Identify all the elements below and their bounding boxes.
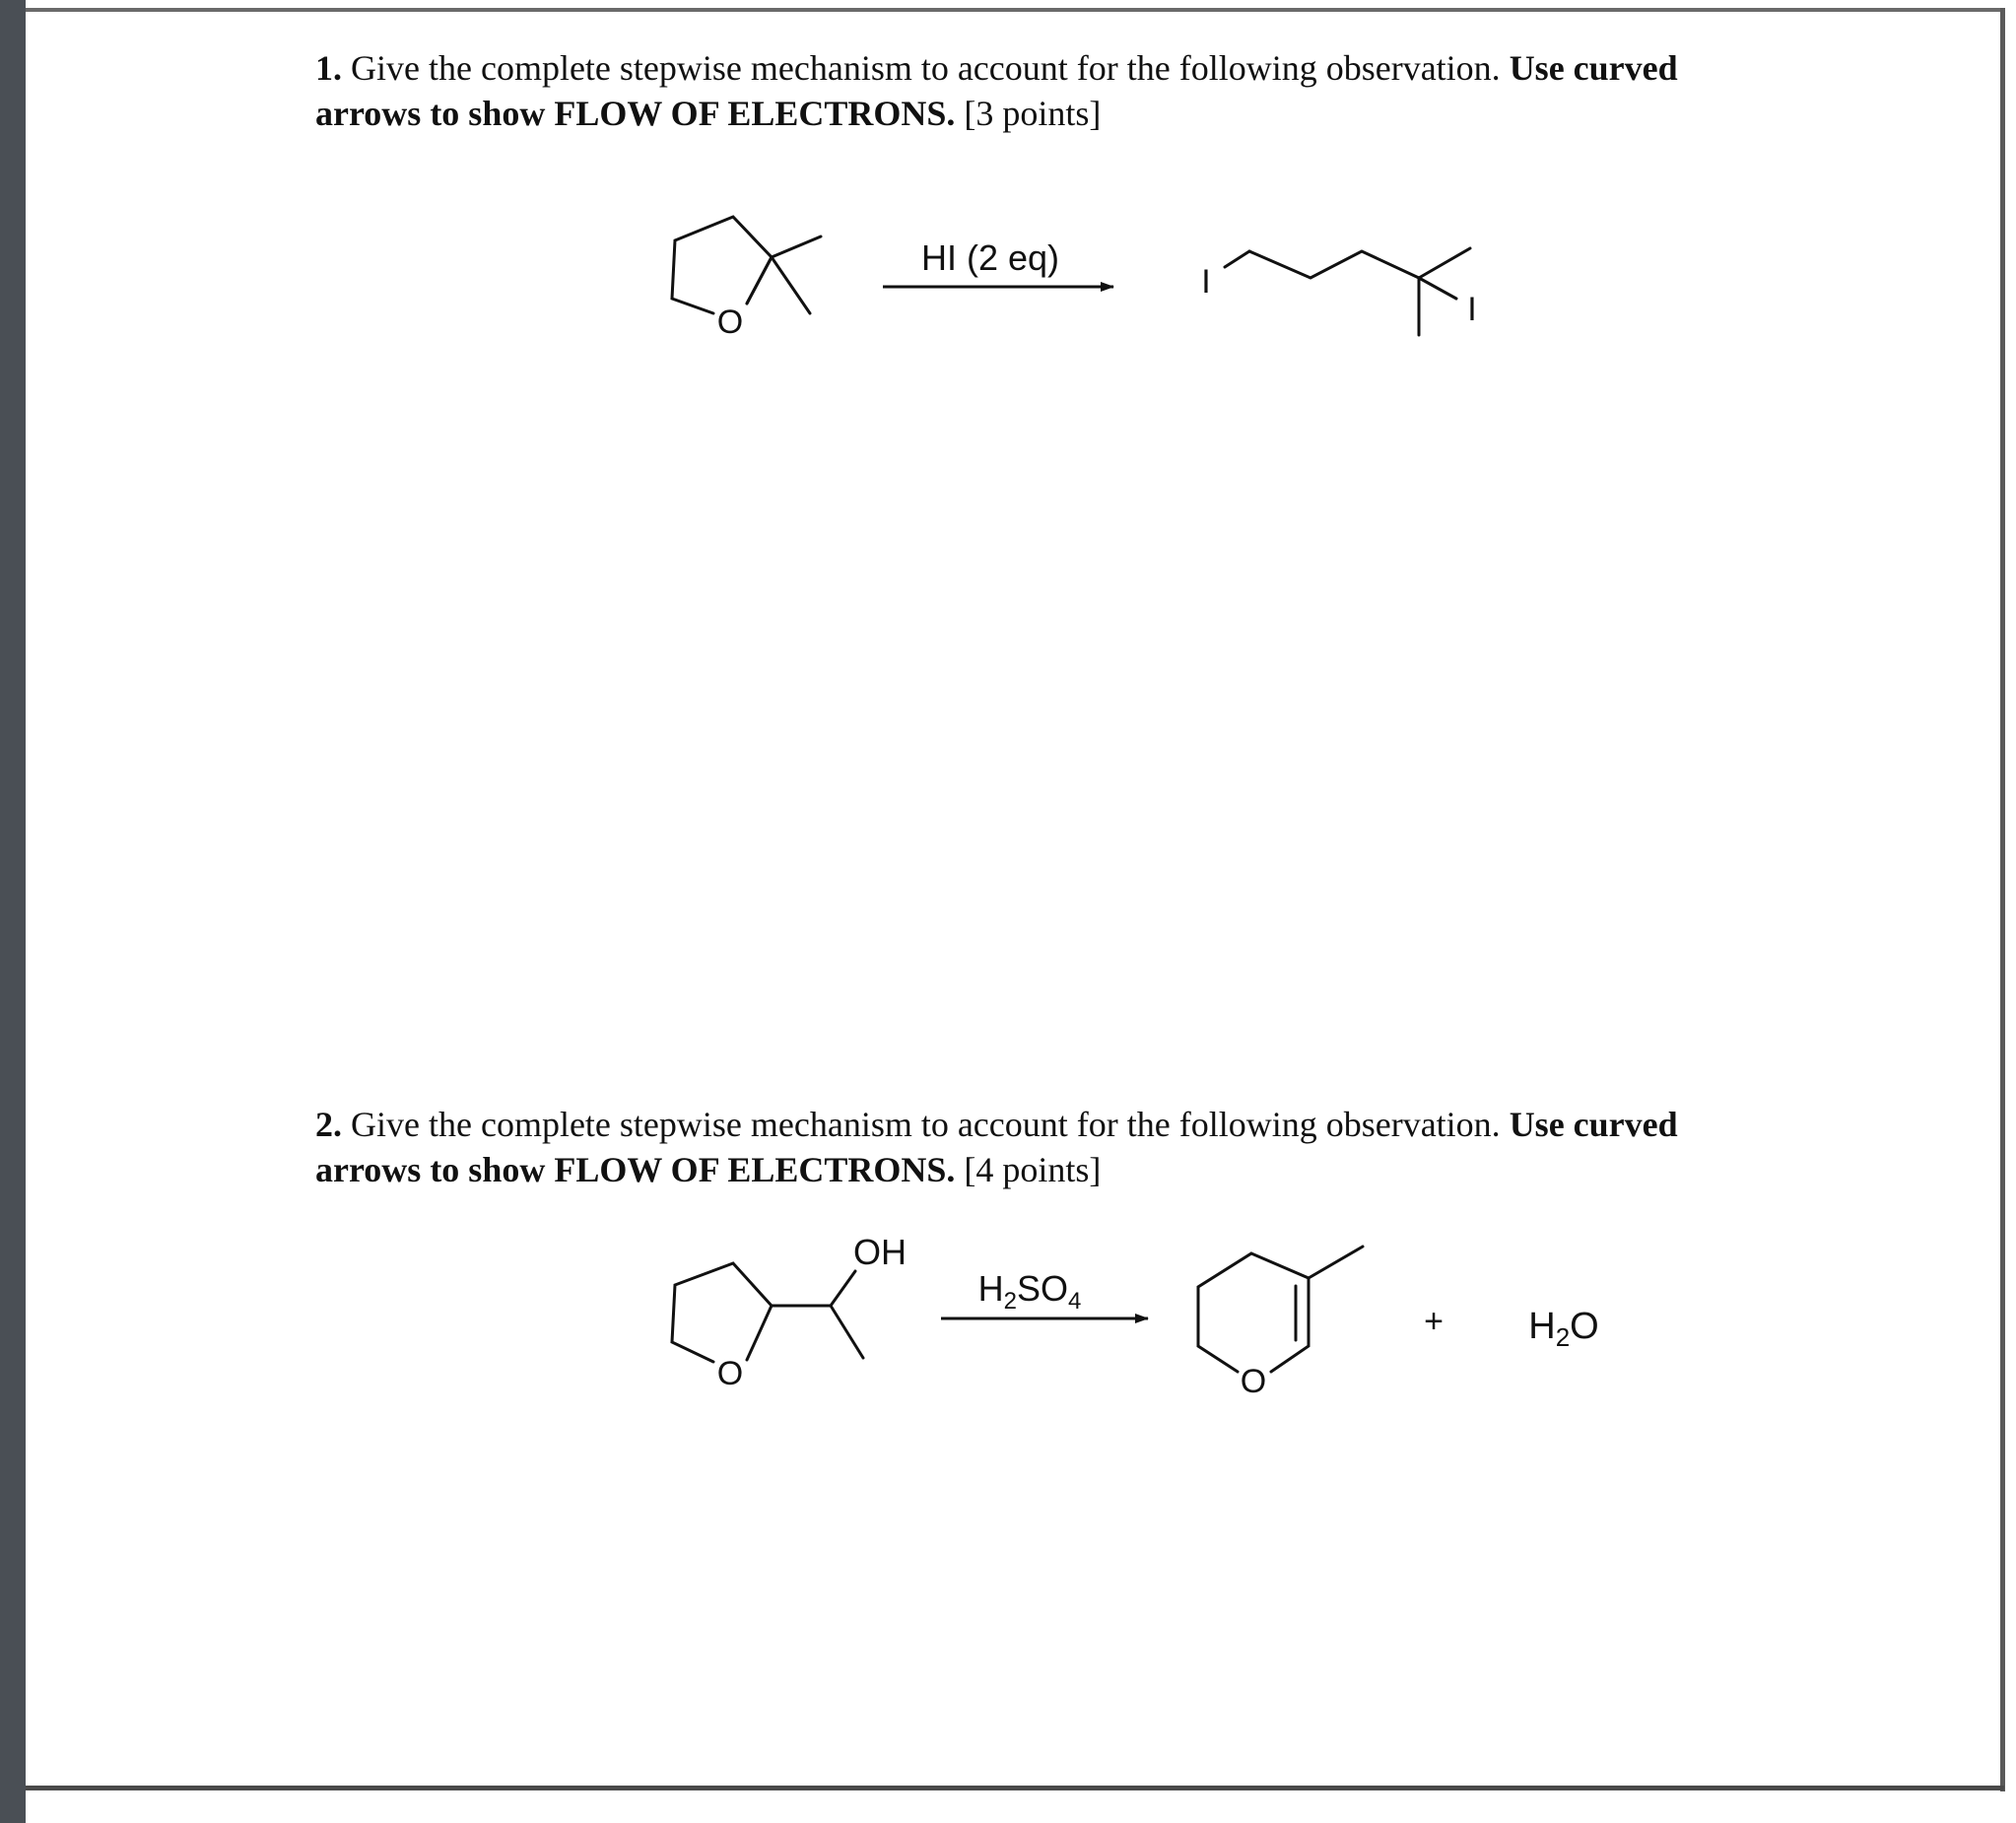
question-2-text: Give the complete stepwise mechanism to account for the following observation. — [351, 1105, 1501, 1144]
scheme-1 — [672, 217, 1477, 341]
question-1-points: [3 points] — [964, 94, 1102, 133]
scheme-1-reactant-structure — [672, 217, 821, 313]
scheme-2-product-structure — [1198, 1247, 1363, 1372]
question-2-points: [4 points] — [964, 1150, 1102, 1189]
scheme-2-reactant-structure — [672, 1263, 863, 1362]
scheme-1-product-iodine-right: I — [1467, 291, 1477, 328]
scheme-1-ring-oxygen: O — [716, 304, 744, 341]
scheme-2-hydroxyl-group: OH — [853, 1232, 907, 1272]
question-2-number: 2. — [315, 1105, 342, 1144]
scheme-2 — [672, 1232, 1599, 1400]
scheme-1-product-iodine-left: I — [1201, 263, 1211, 301]
scheme-2-ring-oxygen: O — [716, 1355, 744, 1392]
scheme-2-reagent: $H_2SO_4$ — [977, 1268, 1082, 1315]
question-1-emphasis: Use curved arrows to show FLOW OF ELECTRONS. — [315, 48, 1678, 133]
scheme-2-plus-sign: + — [1424, 1303, 1444, 1340]
scheme-1-reagent: HI (2 eq) — [920, 237, 1060, 278]
question-1-number: 1. — [315, 48, 342, 88]
question-2-emphasis: Use curved arrows to show FLOW OF ELECTRONS. — [315, 1105, 1678, 1189]
scheme-1-product-structure — [1225, 248, 1470, 335]
question-1-text: Give the complete stepwise mechanism to account for the following observation. — [351, 48, 1501, 88]
scheme-2-water-byproduct: $H_2O$ — [1528, 1306, 1599, 1352]
scheme-2-product-ring-oxygen: O — [1240, 1363, 1267, 1400]
